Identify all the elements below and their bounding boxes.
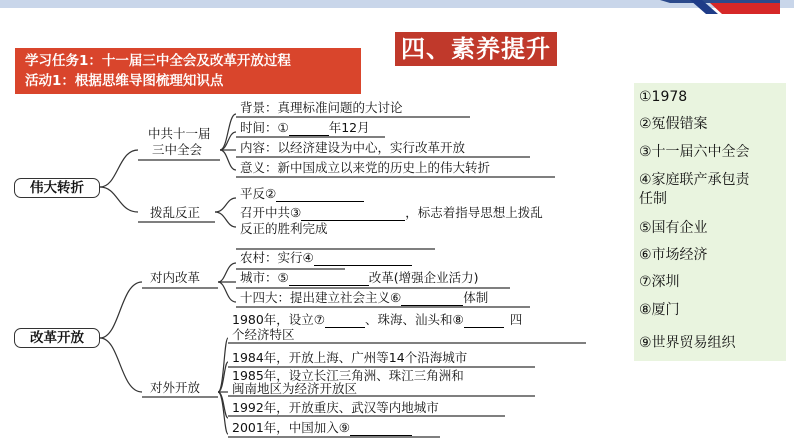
correct-convene [240,205,543,221]
blank-9 [350,422,412,436]
blank-7 [325,314,365,328]
answer-7: ⑦深圳 [639,274,680,290]
ext-1980-line2: 个经济特区 [232,327,295,342]
plenum-content: 内容：以经济建设为中心，实行改革开放 [240,140,466,155]
branch-bring-order: 拨乱反正 [150,205,201,220]
blank-5 [289,272,369,286]
task-line-2: 活动1：根据思维导图梳理知识点 [25,73,224,89]
answer-4-cont: 任制 [639,191,667,207]
ext-1980-a: 1980年，设立⑦ [232,312,326,327]
task-line-1: 学习任务1：十一届三中全会及改革开放过程 [25,53,291,69]
internal-rural-label: 农村：实行④ [240,250,314,265]
internal-city-suffix: 改革(增强企业活力) [368,270,479,285]
answer-4: ④家庭联产承包责 [639,172,750,188]
answer-panel [634,83,786,361]
internal-city [240,270,478,286]
node-reform-opening: 改革开放 [14,328,100,348]
internal-14th [240,290,488,306]
ext-1980-b: 、珠海、汕头和⑧ [365,312,464,327]
correct-redress [240,186,364,202]
internal-14th-label: 十四大：提出建立社会主义⑥ [240,290,402,305]
blank-2 [276,188,364,202]
plenum-time-prefix: 时间：① [240,120,289,135]
ext-2001-label: 2001年，中国加入⑨ [232,420,351,435]
correct-convene-label: 召开中共③ [240,205,302,220]
plenum-time-suffix: 年12月 [328,120,370,135]
answer-5: ⑤国有企业 [639,220,708,236]
branch-internal-reform: 对内改革 [150,270,201,285]
answer-8: ⑧厦门 [639,302,680,318]
ext-1980-c: 四 [509,312,523,327]
ext-2001 [232,420,412,436]
ext-1992: 1992年，开放重庆、武汉等内地城市 [232,400,439,415]
answer-3: ③十一届六中全会 [639,144,750,160]
blank-6 [401,292,463,306]
ext-1985-line1: 1985年，设立长江三角洲、珠江三角洲和 [232,368,464,383]
internal-rural [240,250,412,266]
branch-plenum-line1: 中共十一届 [148,126,211,141]
answer-6: ⑥市场经济 [639,247,708,263]
blank-3 [301,207,405,221]
section-title: 四、素养提升 [395,32,557,66]
ext-1984: 1984年，开放上海、广州等14个沿海城市 [232,350,468,365]
corner-decoration [660,0,780,16]
correct-redress-label: 平反② [240,186,277,201]
answer-1: ①1978 [639,89,688,105]
answer-2: ②冤假错案 [639,116,708,132]
node-great-turn: 伟大转折 [14,178,100,198]
correct-convene-line2: 反正的胜利完成 [240,221,328,236]
correct-convene-suffix: ，标志着指导思想上拨乱 [405,205,543,220]
ext-1980 [232,312,522,328]
branch-plenum-line2: 三中全会 [152,142,203,157]
internal-city-label: 城市：⑤ [240,270,289,285]
answer-9: ⑨世界贸易组织 [639,335,736,351]
ext-1985-line2: 闽南地区为经济开放区 [232,381,358,396]
internal-14th-suffix: 体制 [463,290,489,305]
plenum-time [240,120,370,136]
branch-external-opening: 对外开放 [150,380,201,395]
blank-8 [464,314,504,328]
blank-4 [314,252,412,266]
blank-1 [289,122,329,136]
plenum-background: 背景：真理标准问题的大讨论 [240,100,403,115]
plenum-meaning: 意义：新中国成立以来党的历史上的伟大转折 [240,160,491,175]
